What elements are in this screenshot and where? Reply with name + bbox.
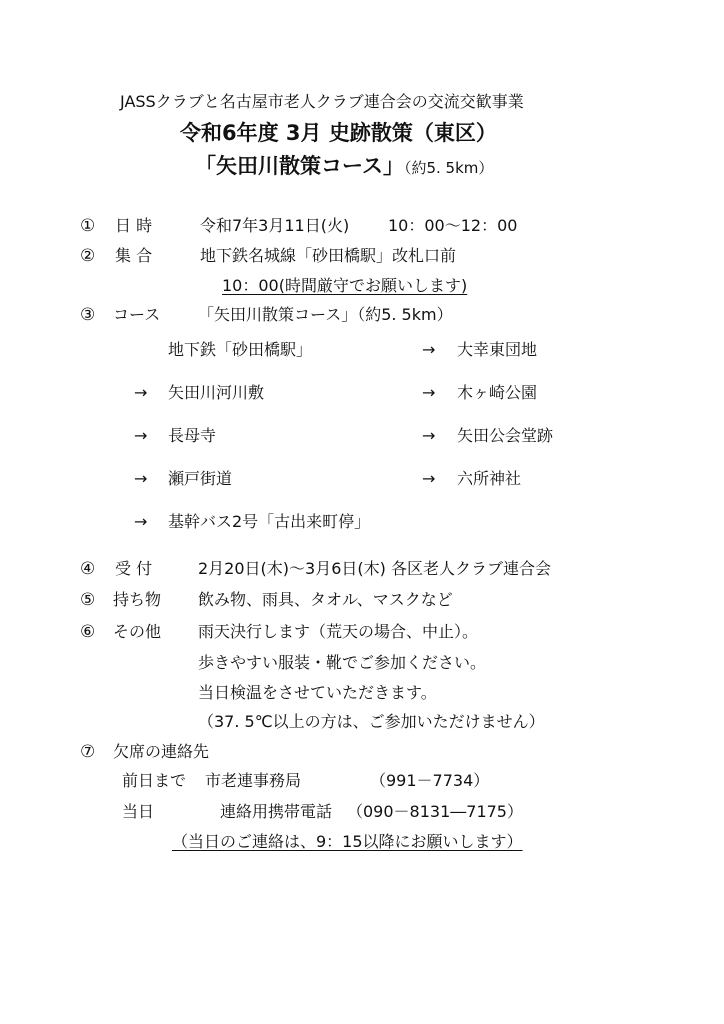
- item-6-label: その他: [113, 622, 162, 641]
- course-stop-4: 木ヶ崎公園: [457, 383, 538, 402]
- contact-row-1-label: 前日まで: [122, 771, 187, 790]
- course-stop-8: 六所神社: [457, 469, 522, 488]
- contact-row-1-name: 市老連事務局: [205, 771, 302, 790]
- course-arrow: →: [134, 426, 148, 445]
- course-arrow: →: [422, 383, 436, 402]
- item-6-line-1: 雨天決行します（荒天の場合、中止）。: [198, 622, 479, 641]
- item-7-label: 欠席の連絡先: [113, 742, 210, 761]
- item-6-line-4: （37. 5℃以上の方は、ご参加いただけません）: [198, 712, 545, 731]
- item-4-label: 受 付: [115, 559, 153, 578]
- item-3-value: 「矢田川散策コース」（約5. 5km）: [198, 305, 453, 324]
- course-arrow: →: [134, 469, 148, 488]
- course-title-distance: （約5. 5km）: [403, 159, 494, 177]
- item-6-number: ⑥: [80, 622, 96, 642]
- item-5-number: ⑤: [80, 590, 96, 610]
- contact-row-2-phone: （090－8131―7175）: [347, 802, 523, 821]
- item-2-note: 10：00(時間厳守でお願いします): [222, 276, 468, 295]
- item-2-label: 集 合: [115, 246, 153, 265]
- item-3-label: コース: [113, 305, 161, 324]
- course-stop-6: 矢田公会堂跡: [457, 426, 554, 445]
- item-3-number: ③: [80, 305, 96, 325]
- contact-row-2-label: 当日: [122, 802, 155, 821]
- course-stop-9: 基幹バス2号「古出来町停」: [168, 512, 371, 531]
- contact-note: （当日のご連絡は、9：15以降にお願いします）: [172, 832, 523, 851]
- event-title: 令和6年度 3月 史跡散策（東区）: [180, 121, 497, 145]
- contact-row-2-name: 連絡用携帯電話: [220, 802, 333, 821]
- item-1-time: 10：00～12：00: [388, 216, 518, 235]
- course-arrow: →: [134, 383, 148, 402]
- header-subtitle: JASSクラブと名古屋市老人クラブ連合会の交流交歓事業: [120, 92, 524, 111]
- course-stop-2: 大幸東団地: [457, 340, 538, 359]
- course-stop-1: 地下鉄「砂田橋駅」: [168, 340, 313, 359]
- course-arrow: →: [422, 340, 436, 359]
- course-title-main: 「矢田川散策コース」: [195, 154, 404, 178]
- course-stop-5: 長母寺: [168, 426, 217, 445]
- course-stop-7: 瀬戸街道: [168, 469, 233, 488]
- item-4-number: ④: [80, 559, 96, 579]
- item-1-value: 令和7年3月11日(火): [200, 216, 350, 235]
- item-5-label: 持ち物: [113, 590, 162, 609]
- item-7-number: ⑦: [80, 742, 96, 762]
- course-title: [195, 156, 493, 177]
- item-2-value: 地下鉄名城線「砂田橋駅」改札口前: [200, 246, 457, 265]
- course-arrow: →: [422, 426, 436, 445]
- item-5-value: 飲み物、雨具、タオル、マスクなど: [198, 590, 453, 609]
- course-arrow: →: [134, 512, 148, 531]
- course-arrow: →: [422, 469, 436, 488]
- item-6-line-2: 歩きやすい服装・靴でご参加ください。: [198, 653, 487, 672]
- course-stop-3: 矢田川河川敷: [168, 383, 265, 402]
- item-4-value: 2月20日(木)～3月6日(木) 各区老人クラブ連合会: [198, 559, 551, 578]
- contact-row-1-phone: （991－7734）: [370, 771, 490, 790]
- item-1-label: 日 時: [115, 216, 153, 235]
- item-6-line-3: 当日検温をさせていただきます。: [198, 683, 437, 702]
- item-1-number: ①: [80, 216, 96, 236]
- item-2-number: ②: [80, 246, 96, 266]
